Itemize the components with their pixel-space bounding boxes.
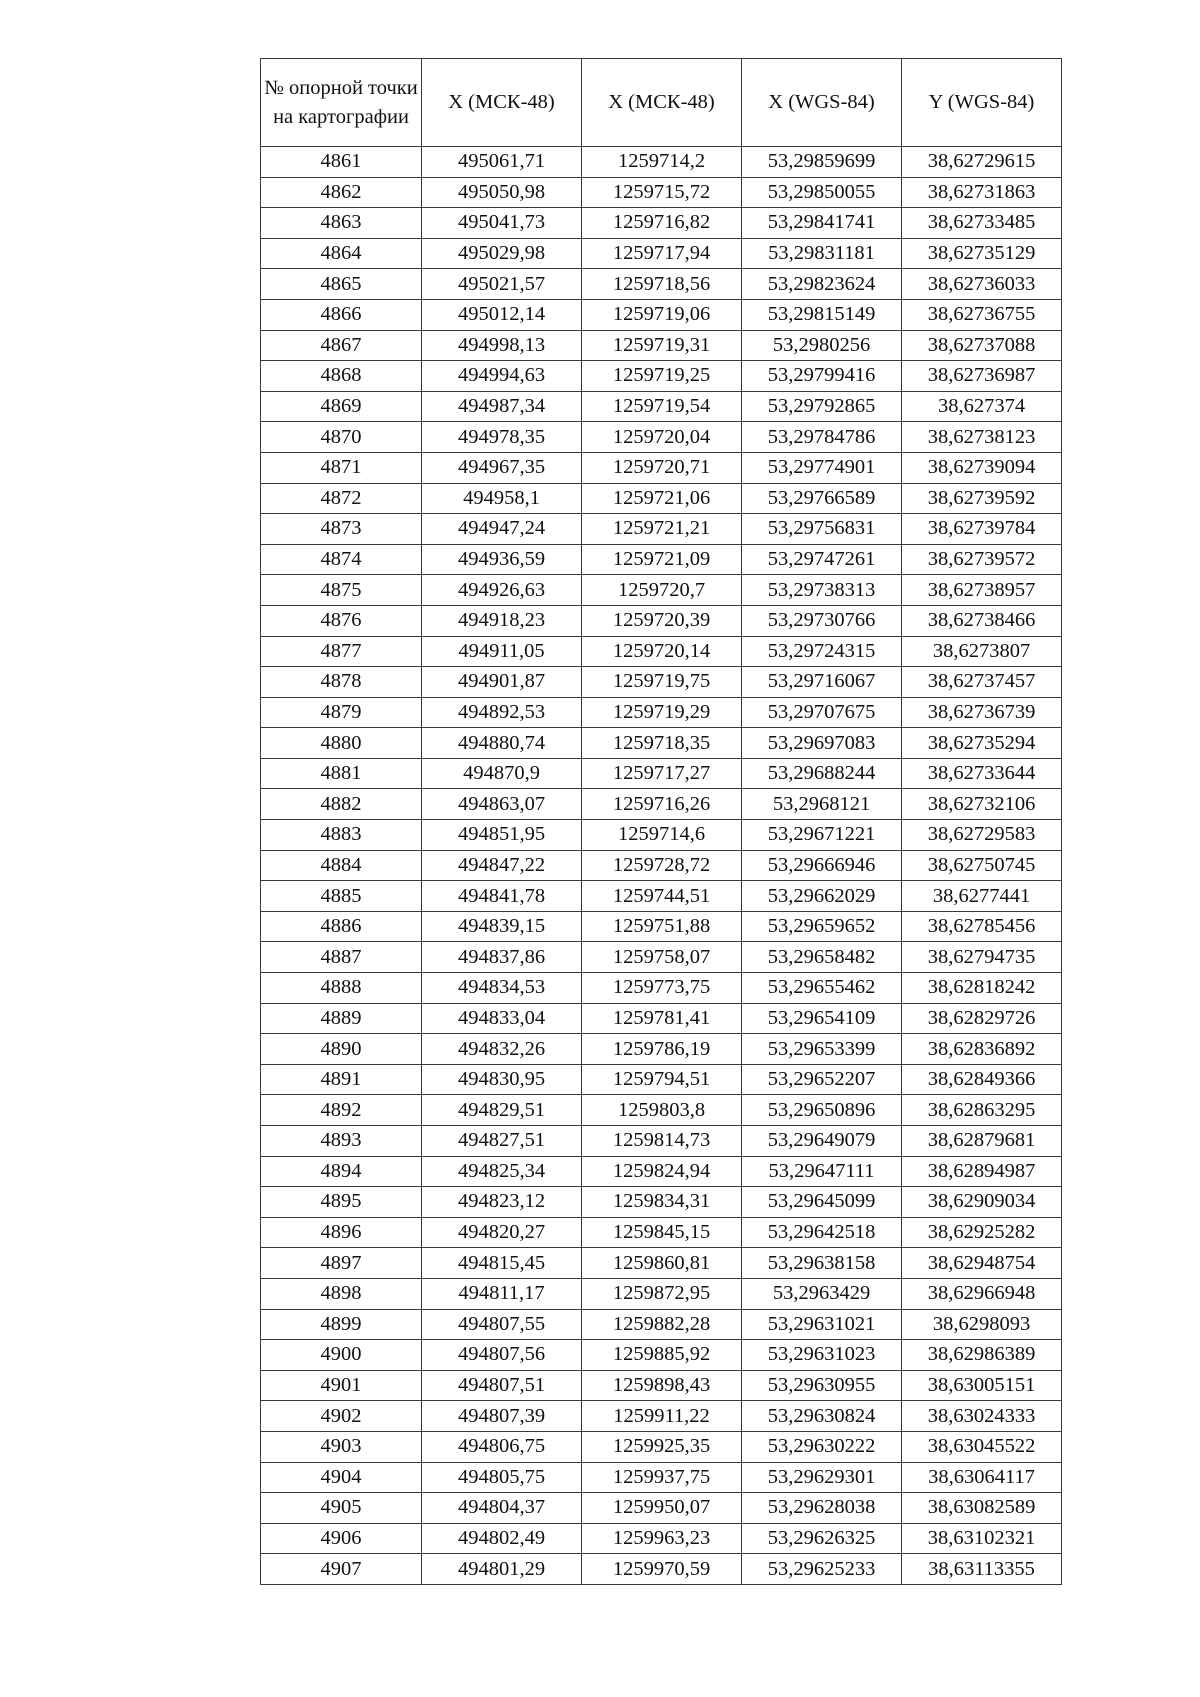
cell-x-msk48: 494958,1 <box>422 483 582 514</box>
cell-x-msk48: 495012,14 <box>422 299 582 330</box>
cell-y-wgs84: 38,6273807 <box>902 636 1062 667</box>
cell-y-wgs84: 38,62894987 <box>902 1156 1062 1187</box>
cell-point-number: 4862 <box>261 177 422 208</box>
cell-x-wgs84: 53,29859699 <box>742 147 902 178</box>
cell-point-number: 4880 <box>261 728 422 759</box>
cell-x-wgs84: 53,29671221 <box>742 820 902 851</box>
cell-x-msk48: 494807,55 <box>422 1309 582 1340</box>
cell-x-wgs84: 53,29630824 <box>742 1401 902 1432</box>
cell-y-wgs84: 38,62738123 <box>902 422 1062 453</box>
cell-x-wgs84: 53,29792865 <box>742 391 902 422</box>
table-row <box>261 1523 1062 1554</box>
coordinates-table <box>260 58 1062 1585</box>
cell-x-wgs84: 53,29831181 <box>742 238 902 269</box>
cell-y-wgs84: 38,62738957 <box>902 575 1062 606</box>
cell-x-wgs84: 53,29628038 <box>742 1493 902 1524</box>
cell-x-msk48-second: 1259834,31 <box>582 1187 742 1218</box>
cell-x-msk48-second: 1259882,28 <box>582 1309 742 1340</box>
cell-x-msk48: 494834,53 <box>422 973 582 1004</box>
cell-x-msk48-second: 1259751,88 <box>582 911 742 942</box>
cell-x-msk48-second: 1259721,06 <box>582 483 742 514</box>
cell-x-msk48: 494805,75 <box>422 1462 582 1493</box>
table-row <box>261 758 1062 789</box>
cell-x-msk48-second: 1259937,75 <box>582 1462 742 1493</box>
cell-y-wgs84: 38,62735294 <box>902 728 1062 759</box>
cell-point-number: 4881 <box>261 758 422 789</box>
cell-point-number: 4899 <box>261 1309 422 1340</box>
cell-y-wgs84: 38,62818242 <box>902 973 1062 1004</box>
cell-x-msk48-second: 1259950,07 <box>582 1493 742 1524</box>
cell-x-msk48-second: 1259728,72 <box>582 850 742 881</box>
cell-y-wgs84: 38,62750745 <box>902 850 1062 881</box>
table-row <box>261 1064 1062 1095</box>
cell-x-wgs84: 53,29654109 <box>742 1003 902 1034</box>
cell-x-msk48: 494811,17 <box>422 1278 582 1309</box>
cell-x-msk48-second: 1259963,23 <box>582 1523 742 1554</box>
cell-x-msk48-second: 1259824,94 <box>582 1156 742 1187</box>
cell-point-number: 4885 <box>261 881 422 912</box>
cell-x-wgs84: 53,29658482 <box>742 942 902 973</box>
cell-point-number: 4865 <box>261 269 422 300</box>
cell-x-wgs84: 53,29815149 <box>742 299 902 330</box>
cell-x-msk48: 494841,78 <box>422 881 582 912</box>
cell-x-msk48: 494804,37 <box>422 1493 582 1524</box>
cell-x-msk48-second: 1259970,59 <box>582 1554 742 1585</box>
cell-y-wgs84: 38,6298093 <box>902 1309 1062 1340</box>
cell-x-wgs84: 53,29766589 <box>742 483 902 514</box>
table-row <box>261 820 1062 851</box>
cell-point-number: 4877 <box>261 636 422 667</box>
table-row <box>261 330 1062 361</box>
cell-point-number: 4900 <box>261 1340 422 1371</box>
cell-x-msk48: 494820,27 <box>422 1217 582 1248</box>
cell-y-wgs84: 38,63102321 <box>902 1523 1062 1554</box>
cell-point-number: 4883 <box>261 820 422 851</box>
cell-x-msk48-second: 1259719,31 <box>582 330 742 361</box>
cell-y-wgs84: 38,62909034 <box>902 1187 1062 1218</box>
table-row <box>261 269 1062 300</box>
table-row <box>261 422 1062 453</box>
header-x-wgs84: X (WGS-84) <box>742 59 902 147</box>
cell-point-number: 4876 <box>261 605 422 636</box>
cell-point-number: 4882 <box>261 789 422 820</box>
cell-x-wgs84: 53,29638158 <box>742 1248 902 1279</box>
cell-x-msk48: 494987,34 <box>422 391 582 422</box>
cell-x-msk48: 494892,53 <box>422 697 582 728</box>
cell-x-msk48: 494837,86 <box>422 942 582 973</box>
cell-y-wgs84: 38,62729615 <box>902 147 1062 178</box>
table-row <box>261 1003 1062 1034</box>
cell-point-number: 4895 <box>261 1187 422 1218</box>
cell-x-wgs84: 53,29850055 <box>742 177 902 208</box>
cell-point-number: 4863 <box>261 208 422 239</box>
cell-x-wgs84: 53,29716067 <box>742 667 902 698</box>
cell-x-msk48: 494926,63 <box>422 575 582 606</box>
cell-point-number: 4906 <box>261 1523 422 1554</box>
cell-x-msk48: 494802,49 <box>422 1523 582 1554</box>
cell-x-msk48: 494823,12 <box>422 1187 582 1218</box>
cell-x-msk48-second: 1259773,75 <box>582 973 742 1004</box>
cell-x-msk48-second: 1259715,72 <box>582 177 742 208</box>
cell-x-msk48: 494998,13 <box>422 330 582 361</box>
cell-point-number: 4871 <box>261 452 422 483</box>
table-row <box>261 575 1062 606</box>
table-row <box>261 238 1062 269</box>
cell-x-msk48: 494936,59 <box>422 544 582 575</box>
cell-y-wgs84: 38,62948754 <box>902 1248 1062 1279</box>
cell-x-msk48-second: 1259721,09 <box>582 544 742 575</box>
cell-x-wgs84: 53,29630955 <box>742 1370 902 1401</box>
table-row <box>261 208 1062 239</box>
table-row <box>261 1095 1062 1126</box>
cell-point-number: 4903 <box>261 1431 422 1462</box>
cell-point-number: 4897 <box>261 1248 422 1279</box>
table-row <box>261 299 1062 330</box>
cell-x-msk48-second: 1259786,19 <box>582 1034 742 1065</box>
cell-x-msk48: 495021,57 <box>422 269 582 300</box>
table-row <box>261 697 1062 728</box>
cell-x-wgs84: 53,29662029 <box>742 881 902 912</box>
table-row <box>261 667 1062 698</box>
cell-x-msk48-second: 1259718,56 <box>582 269 742 300</box>
cell-x-msk48-second: 1259720,71 <box>582 452 742 483</box>
table-row <box>261 605 1062 636</box>
cell-point-number: 4873 <box>261 514 422 545</box>
cell-y-wgs84: 38,62732106 <box>902 789 1062 820</box>
cell-x-msk48: 494807,51 <box>422 1370 582 1401</box>
cell-x-wgs84: 53,29631021 <box>742 1309 902 1340</box>
cell-point-number: 4902 <box>261 1401 422 1432</box>
cell-point-number: 4891 <box>261 1064 422 1095</box>
cell-y-wgs84: 38,62925282 <box>902 1217 1062 1248</box>
table-row <box>261 1401 1062 1432</box>
cell-y-wgs84: 38,62738466 <box>902 605 1062 636</box>
cell-x-wgs84: 53,29645099 <box>742 1187 902 1218</box>
table-row <box>261 1309 1062 1340</box>
cell-x-msk48: 494947,24 <box>422 514 582 545</box>
table-row <box>261 1034 1062 1065</box>
cell-x-wgs84: 53,29784786 <box>742 422 902 453</box>
cell-point-number: 4905 <box>261 1493 422 1524</box>
cell-x-msk48-second: 1259720,7 <box>582 575 742 606</box>
table-row <box>261 391 1062 422</box>
cell-x-msk48: 495050,98 <box>422 177 582 208</box>
cell-x-msk48: 494901,87 <box>422 667 582 698</box>
cell-x-msk48-second: 1259885,92 <box>582 1340 742 1371</box>
cell-x-wgs84: 53,29653399 <box>742 1034 902 1065</box>
cell-x-wgs84: 53,29647111 <box>742 1156 902 1187</box>
cell-x-wgs84: 53,29756831 <box>742 514 902 545</box>
cell-point-number: 4884 <box>261 850 422 881</box>
cell-x-msk48-second: 1259716,26 <box>582 789 742 820</box>
header-point-number: № опорной точки на картографии <box>261 59 422 147</box>
cell-point-number: 4861 <box>261 147 422 178</box>
cell-point-number: 4872 <box>261 483 422 514</box>
cell-point-number: 4886 <box>261 911 422 942</box>
cell-y-wgs84: 38,63005151 <box>902 1370 1062 1401</box>
cell-y-wgs84: 38,62836892 <box>902 1034 1062 1065</box>
cell-x-wgs84: 53,29730766 <box>742 605 902 636</box>
cell-x-msk48: 494827,51 <box>422 1126 582 1157</box>
cell-x-msk48-second: 1259720,39 <box>582 605 742 636</box>
cell-x-wgs84: 53,29724315 <box>742 636 902 667</box>
cell-x-msk48-second: 1259718,35 <box>582 728 742 759</box>
table-row <box>261 973 1062 1004</box>
cell-x-msk48: 495061,71 <box>422 147 582 178</box>
cell-y-wgs84: 38,62736739 <box>902 697 1062 728</box>
cell-x-msk48: 494967,35 <box>422 452 582 483</box>
table-row <box>261 1370 1062 1401</box>
header-x-msk48-second: X (МСК-48) <box>582 59 742 147</box>
table-row <box>261 514 1062 545</box>
cell-x-msk48: 494830,95 <box>422 1064 582 1095</box>
table-row <box>261 147 1062 178</box>
table-body <box>261 147 1062 1585</box>
cell-y-wgs84: 38,62739784 <box>902 514 1062 545</box>
cell-x-msk48-second: 1259814,73 <box>582 1126 742 1157</box>
cell-x-msk48: 494801,29 <box>422 1554 582 1585</box>
table-row <box>261 1340 1062 1371</box>
cell-y-wgs84: 38,62737457 <box>902 667 1062 698</box>
cell-x-msk48-second: 1259898,43 <box>582 1370 742 1401</box>
cell-x-wgs84: 53,29659652 <box>742 911 902 942</box>
cell-x-msk48: 495041,73 <box>422 208 582 239</box>
cell-x-wgs84: 53,2968121 <box>742 789 902 820</box>
cell-point-number: 4867 <box>261 330 422 361</box>
cell-x-wgs84: 53,29823624 <box>742 269 902 300</box>
table-row <box>261 177 1062 208</box>
cell-x-msk48: 494815,45 <box>422 1248 582 1279</box>
cell-point-number: 4901 <box>261 1370 422 1401</box>
cell-y-wgs84: 38,62739572 <box>902 544 1062 575</box>
cell-x-msk48: 494847,22 <box>422 850 582 881</box>
cell-x-wgs84: 53,2980256 <box>742 330 902 361</box>
cell-x-msk48-second: 1259719,75 <box>582 667 742 698</box>
cell-y-wgs84: 38,62986389 <box>902 1340 1062 1371</box>
table-row <box>261 544 1062 575</box>
cell-y-wgs84: 38,62736987 <box>902 361 1062 392</box>
cell-x-wgs84: 53,29652207 <box>742 1064 902 1095</box>
cell-x-msk48-second: 1259794,51 <box>582 1064 742 1095</box>
cell-y-wgs84: 38,62966948 <box>902 1278 1062 1309</box>
cell-y-wgs84: 38,63113355 <box>902 1554 1062 1585</box>
cell-x-msk48: 494806,75 <box>422 1431 582 1462</box>
cell-point-number: 4894 <box>261 1156 422 1187</box>
cell-point-number: 4888 <box>261 973 422 1004</box>
cell-point-number: 4889 <box>261 1003 422 1034</box>
table-row <box>261 850 1062 881</box>
cell-x-msk48: 494825,34 <box>422 1156 582 1187</box>
cell-point-number: 4896 <box>261 1217 422 1248</box>
table-row <box>261 1462 1062 1493</box>
cell-x-wgs84: 53,29655462 <box>742 973 902 1004</box>
cell-y-wgs84: 38,62737088 <box>902 330 1062 361</box>
table-row <box>261 1431 1062 1462</box>
cell-point-number: 4868 <box>261 361 422 392</box>
table-row <box>261 1126 1062 1157</box>
cell-y-wgs84: 38,62863295 <box>902 1095 1062 1126</box>
cell-y-wgs84: 38,62731863 <box>902 177 1062 208</box>
cell-x-msk48-second: 1259716,82 <box>582 208 742 239</box>
cell-x-msk48: 494880,74 <box>422 728 582 759</box>
cell-point-number: 4890 <box>261 1034 422 1065</box>
cell-x-msk48-second: 1259758,07 <box>582 942 742 973</box>
cell-x-msk48: 494851,95 <box>422 820 582 851</box>
cell-x-msk48-second: 1259714,2 <box>582 147 742 178</box>
cell-x-wgs84: 53,29666946 <box>742 850 902 881</box>
cell-x-msk48-second: 1259720,04 <box>582 422 742 453</box>
cell-x-msk48: 494863,07 <box>422 789 582 820</box>
cell-x-msk48-second: 1259719,06 <box>582 299 742 330</box>
cell-point-number: 4893 <box>261 1126 422 1157</box>
cell-x-msk48: 494807,39 <box>422 1401 582 1432</box>
cell-y-wgs84: 38,63045522 <box>902 1431 1062 1462</box>
table-row <box>261 636 1062 667</box>
cell-y-wgs84: 38,62729583 <box>902 820 1062 851</box>
cell-x-wgs84: 53,29841741 <box>742 208 902 239</box>
cell-y-wgs84: 38,62735129 <box>902 238 1062 269</box>
header-y-wgs84: Y (WGS-84) <box>902 59 1062 147</box>
cell-y-wgs84: 38,62736033 <box>902 269 1062 300</box>
table-row <box>261 911 1062 942</box>
cell-x-msk48: 494978,35 <box>422 422 582 453</box>
cell-y-wgs84: 38,62849366 <box>902 1064 1062 1095</box>
cell-y-wgs84: 38,62736755 <box>902 299 1062 330</box>
table-row <box>261 452 1062 483</box>
table-row <box>261 1278 1062 1309</box>
table-row <box>261 728 1062 759</box>
cell-point-number: 4875 <box>261 575 422 606</box>
cell-x-msk48-second: 1259803,8 <box>582 1095 742 1126</box>
cell-x-msk48: 494807,56 <box>422 1340 582 1371</box>
table-row <box>261 1156 1062 1187</box>
cell-point-number: 4907 <box>261 1554 422 1585</box>
cell-y-wgs84: 38,62829726 <box>902 1003 1062 1034</box>
cell-x-msk48-second: 1259911,22 <box>582 1401 742 1432</box>
cell-x-msk48: 495029,98 <box>422 238 582 269</box>
cell-x-msk48-second: 1259860,81 <box>582 1248 742 1279</box>
cell-point-number: 4892 <box>261 1095 422 1126</box>
cell-point-number: 4866 <box>261 299 422 330</box>
cell-x-wgs84: 53,29629301 <box>742 1462 902 1493</box>
cell-x-wgs84: 53,29747261 <box>742 544 902 575</box>
cell-point-number: 4870 <box>261 422 422 453</box>
cell-x-msk48-second: 1259717,27 <box>582 758 742 789</box>
table-row <box>261 1248 1062 1279</box>
cell-x-msk48: 494911,05 <box>422 636 582 667</box>
cell-point-number: 4904 <box>261 1462 422 1493</box>
table-row <box>261 1493 1062 1524</box>
cell-x-msk48-second: 1259744,51 <box>582 881 742 912</box>
table-row <box>261 1554 1062 1585</box>
cell-point-number: 4869 <box>261 391 422 422</box>
cell-x-wgs84: 53,29738313 <box>742 575 902 606</box>
cell-point-number: 4864 <box>261 238 422 269</box>
cell-x-msk48-second: 1259845,15 <box>582 1217 742 1248</box>
cell-x-msk48: 494994,63 <box>422 361 582 392</box>
cell-x-msk48: 494839,15 <box>422 911 582 942</box>
cell-x-msk48-second: 1259719,54 <box>582 391 742 422</box>
cell-x-wgs84: 53,29630222 <box>742 1431 902 1462</box>
cell-x-msk48-second: 1259721,21 <box>582 514 742 545</box>
cell-x-wgs84: 53,29631023 <box>742 1340 902 1371</box>
cell-x-wgs84: 53,29774901 <box>742 452 902 483</box>
cell-x-msk48-second: 1259719,29 <box>582 697 742 728</box>
cell-x-msk48-second: 1259714,6 <box>582 820 742 851</box>
cell-x-wgs84: 53,29707675 <box>742 697 902 728</box>
cell-y-wgs84: 38,62879681 <box>902 1126 1062 1157</box>
cell-x-wgs84: 53,29650896 <box>742 1095 902 1126</box>
cell-x-wgs84: 53,2963429 <box>742 1278 902 1309</box>
cell-y-wgs84: 38,62733644 <box>902 758 1062 789</box>
cell-x-wgs84: 53,29688244 <box>742 758 902 789</box>
cell-y-wgs84: 38,63024333 <box>902 1401 1062 1432</box>
cell-y-wgs84: 38,6277441 <box>902 881 1062 912</box>
cell-x-msk48: 494918,23 <box>422 605 582 636</box>
cell-x-msk48-second: 1259720,14 <box>582 636 742 667</box>
cell-y-wgs84: 38,63082589 <box>902 1493 1062 1524</box>
cell-x-msk48-second: 1259925,35 <box>582 1431 742 1462</box>
cell-x-msk48-second: 1259719,25 <box>582 361 742 392</box>
table-row <box>261 483 1062 514</box>
cell-y-wgs84: 38,627374 <box>902 391 1062 422</box>
cell-point-number: 4879 <box>261 697 422 728</box>
table-row <box>261 881 1062 912</box>
cell-x-msk48: 494870,9 <box>422 758 582 789</box>
cell-x-msk48: 494832,26 <box>422 1034 582 1065</box>
table-row <box>261 789 1062 820</box>
table-row <box>261 1187 1062 1218</box>
cell-x-wgs84: 53,29697083 <box>742 728 902 759</box>
cell-point-number: 4878 <box>261 667 422 698</box>
cell-x-msk48-second: 1259717,94 <box>582 238 742 269</box>
cell-point-number: 4887 <box>261 942 422 973</box>
cell-x-wgs84: 53,29649079 <box>742 1126 902 1157</box>
cell-point-number: 4898 <box>261 1278 422 1309</box>
cell-y-wgs84: 38,62733485 <box>902 208 1062 239</box>
cell-x-wgs84: 53,29642518 <box>742 1217 902 1248</box>
table-row <box>261 1217 1062 1248</box>
cell-y-wgs84: 38,62739094 <box>902 452 1062 483</box>
cell-y-wgs84: 38,63064117 <box>902 1462 1062 1493</box>
cell-point-number: 4874 <box>261 544 422 575</box>
cell-x-msk48-second: 1259872,95 <box>582 1278 742 1309</box>
cell-x-wgs84: 53,29626325 <box>742 1523 902 1554</box>
cell-x-msk48-second: 1259781,41 <box>582 1003 742 1034</box>
cell-x-wgs84: 53,29625233 <box>742 1554 902 1585</box>
cell-y-wgs84: 38,62739592 <box>902 483 1062 514</box>
cell-y-wgs84: 38,62785456 <box>902 911 1062 942</box>
table-row <box>261 361 1062 392</box>
cell-y-wgs84: 38,62794735 <box>902 942 1062 973</box>
cell-x-wgs84: 53,29799416 <box>742 361 902 392</box>
cell-x-msk48: 494829,51 <box>422 1095 582 1126</box>
cell-x-msk48: 494833,04 <box>422 1003 582 1034</box>
table-header-row <box>261 59 1062 147</box>
header-x-msk48: X (МСК-48) <box>422 59 582 147</box>
table-row <box>261 942 1062 973</box>
